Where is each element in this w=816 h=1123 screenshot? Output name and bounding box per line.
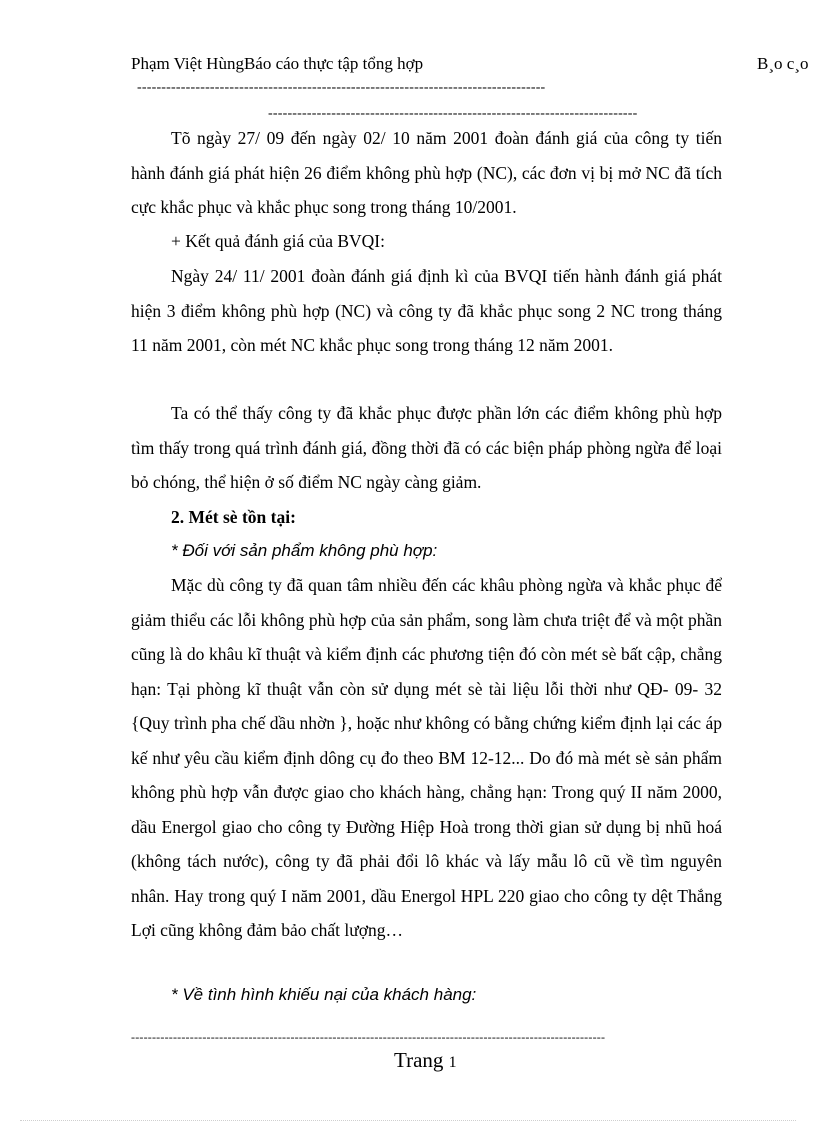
paragraph-conclusion: Ta có thể thấy công ty đã khắc phục được phần lớn các điểm không phù hợp tìm thấy trong quá trình đánh giá, đồng thời đã có các biện pháp phòng ngừa để loại bỏ chóng, thể hiện ở số điểm NC ngày càng giảm. xyxy=(131,403,722,492)
header-right-label: B¸o c¸o xyxy=(757,54,809,73)
section-heading: 2. Mét sè tồn tại: xyxy=(171,507,296,527)
page-label: Trang xyxy=(394,1048,444,1072)
subheading-nonconforming-products: * Đối với sản phẩm không phù hợp: xyxy=(171,541,438,560)
header-title: Phạm Việt HùngBáo cáo thực tập tổng hợp xyxy=(131,54,424,73)
page-footer xyxy=(394,1048,457,1073)
page-number: 1 xyxy=(448,1054,457,1071)
header-rule-secondary: ---------------------------------------------------------------------------- xyxy=(268,106,638,121)
header-rule: ------------------------------------------------------------------------------------ xyxy=(137,80,546,95)
paragraph-internal-audit: Tõ ngày 27/ 09 đến ngày 02/ 10 năm 2001 đoàn đánh giá của công ty tiến hành đánh giá phát hiện 26 điểm không phù hợp (NC), các đơn vị bị mở NC đã tích cực khắc phục và khắc phục song trong tháng 10/2001. xyxy=(131,128,722,217)
footer-rule: ----------------------------------------------------------------------------------------------------------------- xyxy=(131,1030,606,1044)
subheading-customer-complaints: * Về tình hình khiếu nại của khách hàng: xyxy=(171,985,477,1004)
paragraph-bvqi-heading: + Kết quả đánh giá của BVQI: xyxy=(171,231,385,251)
paragraph-bvqi-result: Ngày 24/ 11/ 2001 đoàn đánh giá định kì của BVQI tiến hành đánh giá phát hiện 3 điểm không phù hợp (NC) và công ty đã khắc phục song 2 NC trong tháng 11 năm 2001, còn mét NC khắc phục song trong tháng 12 năm 2001. xyxy=(131,266,722,355)
page-bottom-edge xyxy=(20,1120,796,1121)
paragraph-nonconforming-details: Mặc dù công ty đã quan tâm nhiều đến các khâu phòng ngừa và khắc phục để giảm thiểu các lỗi không phù hợp của sản phẩm, song làm chưa triệt để và một phần cũng là do khâu kĩ thuật và kiểm định các phương tiện đó còn mét sè bất cập, chẳng hạn: Tại phòng kĩ thuật vẫn còn sử dụng mét sè tài liệu lỗi thời như QĐ- 09- 32 {Quy trình pha chế dầu nhờn }, hoặc như không có bằng chứng kiểm định lại các áp kế như yêu cầu kiểm định dông cụ đo theo BM 12-12... Do đó mà mét sè sản phẩm không phù hợp vẫn được giao cho khách hàng, chẳng hạn: Trong quý II năm 2000, dầu Energol giao cho công ty Đường Hiệp Hoà trong thời gian sử dụng bị nhũ hoá (không tách nước), công ty đã phải đổi lô khác và lấy mẫu lô cũ về tìm nguyên nhân. Hay trong quý I năm 2001, dầu Energol HPL 220 giao cho công ty dệt Thắng Lợi cũng không đảm bảo chất lượng… xyxy=(131,575,722,940)
